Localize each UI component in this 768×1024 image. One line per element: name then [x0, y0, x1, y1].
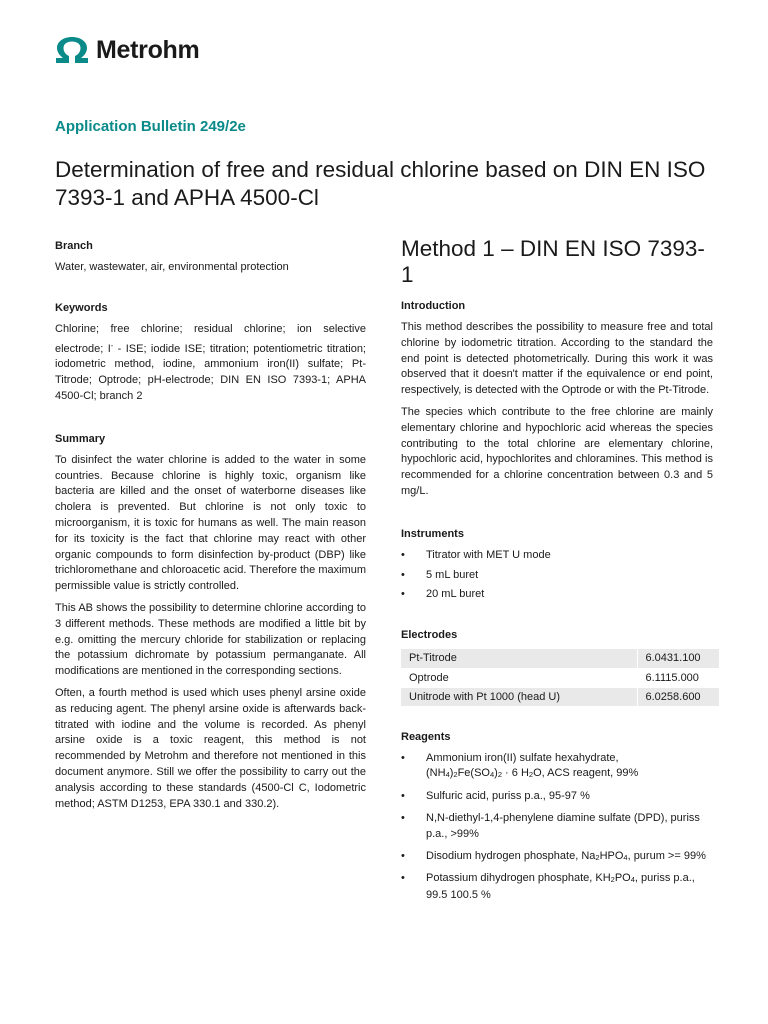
- keywords-text-part: Chlorine; free chlorine; residual chlorine; ion selective electrode; I: [55, 322, 366, 355]
- keywords-text: [55, 322, 366, 405]
- summary-paragraph-3: Often, a fourth method is used which uses phenyl arsine oxide as reducing agent. The phenyl arsine oxide is afterwards back-titrated with iodine and the volume is recorded. As phenyl arsine oxide is a toxic reagent, this method is not recommended by Metrohm and therefore not mentioned in this document anymore. Still we offer the possibility to carry out the analysis according to these standards (4500-Cl C, Iodometric method; ASTM D1253, EPA 330.1 and 330.2).: [55, 686, 366, 810]
- instruments-list: [401, 548, 713, 603]
- formula-part: ): [449, 767, 454, 780]
- bulletin-number: Application Bulletin 249/2e: [55, 118, 246, 135]
- bullet-icon: •: [401, 790, 405, 803]
- summary-heading: Summary: [55, 432, 106, 445]
- bullet-icon: •: [401, 568, 405, 581]
- table-row: [401, 687, 719, 706]
- summary-paragraph-1: To disinfect the water chlorine is added to the water in some countries. Because chlorine is highly toxic, organism like bacteria are killed and the onset of waterborne diseases like cholera is prevented. But chlorine is not only toxic to microorganism, it is toxic for humans as well. The main reason for its toxicity is the fact that chlorine may react with other organic compounds to form disinfection by-product (DBP) like trichloromethane and chloroacetic acid. Therefore the maximum permissible value is strictly controlled.: [55, 453, 367, 593]
- list-item: [401, 811, 713, 843]
- formula-part: , puriss p.a., 99.5 100.5 %: [426, 872, 695, 902]
- metrohm-omega-logo-icon: [54, 37, 90, 65]
- bullet-icon: •: [401, 751, 405, 764]
- formula-part: PO: [614, 872, 631, 885]
- table-row: [401, 649, 719, 668]
- reagent-label: N,N-diethyl-1,4-phenylene diamine sulfate (DPD), puriss p.a., >99%: [426, 812, 700, 840]
- keywords-heading: Keywords: [55, 301, 108, 314]
- formula-subscript: 2: [528, 770, 534, 780]
- formula-part: (NH: [426, 767, 446, 780]
- reagent-label: Sulfuric acid, puriss p.a., 95-97 %: [426, 790, 590, 803]
- table-row: [401, 668, 719, 687]
- formula-subscript: 4: [630, 875, 635, 885]
- bullet-icon: •: [401, 849, 405, 862]
- brand-name: Metrohm: [96, 36, 200, 64]
- formula-subscript: 4: [623, 852, 628, 862]
- instrument-label: 5 mL buret: [426, 568, 479, 581]
- electrode-number: 6.0431.100: [637, 649, 719, 668]
- formula-subscript: 4: [445, 770, 450, 780]
- list-item: [401, 548, 713, 564]
- introduction-heading: Introduction: [401, 300, 466, 312]
- metrohm-logo: [54, 36, 199, 65]
- introduction-paragraph-2: The species which contribute to the free chlorine are mainly elementary chlorine and hypochloric acid whereas the species contributing to the total chlorine are elementary chlorine, hypochloric acid, hypochlorites and chloramines. This method is recommended for a chlorine concentration between 0.3 and 5 mg/L.: [401, 405, 713, 497]
- branch-heading: Branch: [55, 240, 93, 252]
- list-item: [401, 751, 713, 784]
- electrode-number: 6.0258.600: [637, 687, 719, 706]
- formula-part: HPO: [599, 849, 624, 862]
- formula-part: Fe(SO: [457, 767, 490, 780]
- keywords-text-part: - ISE; iodide ISE; titration; potentiometric titration; iodometric method, iodine, ammonium iron(II) sulfate; Pt-Titrode; Optrode; pH-electrode; DIN EN ISO 7393-1; APHA 4500-Cl; branch 2: [55, 342, 366, 402]
- formula-part: ): [494, 767, 498, 780]
- bullet-icon: •: [401, 588, 405, 601]
- reagent-label: Ammonium iron(II) sulfate hexahydrate,: [426, 751, 619, 764]
- formula-subscript: 2: [497, 770, 502, 780]
- electrode-name: Unitrode with Pt 1000 (head U): [401, 687, 637, 706]
- formula-part: , purum >= 99%: [627, 849, 706, 862]
- formula-subscript: 2: [610, 875, 615, 885]
- list-item: [401, 871, 713, 904]
- introduction-paragraph-1: This method describes the possibility to measure free and total chlorine by iodometric titration. According to the standard the end point is detected photometrically. During this work it was observed that it doesn't matter if the equivalence or end point, respectively, is detected with the Optrode or with the Pt-Titrode.: [401, 321, 713, 397]
- instrument-label: 20 mL buret: [426, 588, 485, 601]
- list-item: [401, 789, 713, 805]
- left-column: [55, 240, 366, 812]
- right-column: [401, 236, 713, 908]
- instrument-label: Titrator with MET U mode: [426, 548, 551, 561]
- list-item: [401, 587, 713, 603]
- reagents-list: [401, 751, 713, 904]
- document-title: Determination of free and residual chlorine based on DIN EN ISO 7393-1 and APHA 4500-Cl: [55, 157, 706, 210]
- bullet-icon: •: [401, 812, 405, 825]
- electrodes-table: [401, 649, 719, 707]
- formula-part: · 6 H: [502, 767, 529, 780]
- branch-text: Water, wastewater, air, environmental protection: [55, 261, 289, 273]
- method-title: Method 1 – DIN EN ISO 7393-1: [401, 236, 705, 287]
- summary-paragraph-2: This AB shows the possibility to determine chlorine according to 3 different methods. These methods are modified a little bit by e.g. omitting the mercury chloride for stabilization or replacing the potassium dichromate by potassium permanganate. All modifications are mentioned in the corresponding sections.: [55, 601, 366, 678]
- electrode-number: 6.1115.000: [637, 668, 719, 687]
- electrodes-heading: Electrodes: [401, 629, 458, 642]
- formula-part: Disodium hydrogen phosphate, Na: [426, 849, 596, 862]
- list-item: [401, 849, 713, 866]
- list-item: [401, 568, 713, 584]
- instruments-heading: Instruments: [401, 527, 464, 540]
- iodide-superscript: -: [110, 340, 114, 350]
- bullet-icon: •: [401, 548, 405, 561]
- electrode-name: Pt-Titrode: [401, 649, 637, 668]
- formula-subscript: 2: [595, 852, 600, 862]
- bullet-icon: •: [401, 872, 405, 885]
- formula-part: Potassium dihydrogen phosphate, KH: [426, 872, 611, 885]
- electrode-name: Optrode: [401, 668, 637, 687]
- formula-subscript: 2: [453, 770, 458, 780]
- reagents-heading: Reagents: [401, 730, 451, 743]
- formula-part: O, ACS reagent, 99%: [533, 767, 639, 780]
- formula-subscript: 4: [489, 770, 495, 780]
